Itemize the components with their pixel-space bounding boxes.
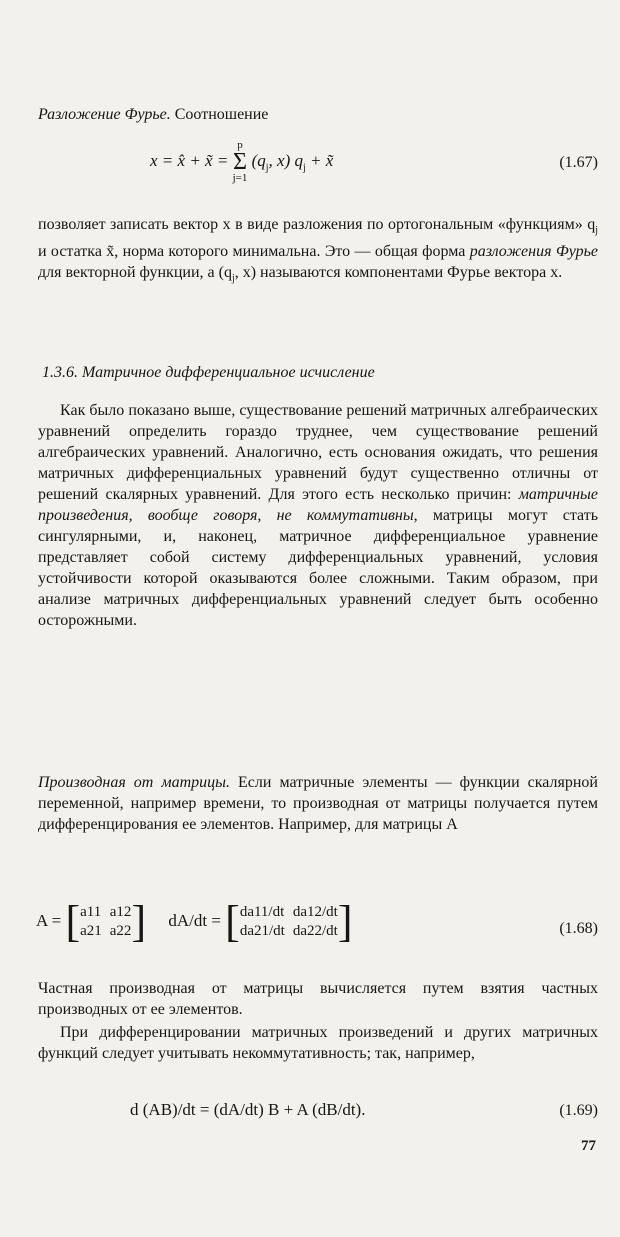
matrix-da bbox=[225, 897, 353, 946]
eq167-tail: + x̃ bbox=[305, 150, 334, 170]
fourier-intro-italic: Разложение Фурье. bbox=[38, 106, 171, 123]
sum-upper-limit: p bbox=[237, 139, 243, 151]
equation-1-67 bbox=[150, 140, 333, 184]
matrix-cell: da22/dt bbox=[292, 923, 338, 939]
matrix-derivative-paragraph bbox=[38, 772, 598, 835]
matrix-cell: da12/dt bbox=[292, 904, 338, 920]
eq167-lhs: x = x̂ + x̃ = bbox=[150, 150, 229, 170]
p2-sub-j: j bbox=[595, 225, 598, 237]
bracket-left-icon: [ bbox=[225, 897, 240, 946]
p4-italic: Производная от матрицы. bbox=[38, 774, 230, 791]
matrix-cell: a21 bbox=[80, 923, 102, 939]
p3-text-b: , матрицы могут стать сингулярными, и, наконец, матричное дифференциальное уравнение представляет собой систему дифференциальных уравнений, условия устойчивости которой оказываются более сложными. Таким образом, при анализе матричных дифференциальных уравнений следует быть особенно осторожными. bbox=[38, 507, 598, 629]
p2-text-d: , x) называются компонентами Фурье вектора x. bbox=[234, 264, 563, 282]
product-derivative-paragraph: При дифференцировании матричных произведений и других матричных функций следует учитывать некоммутативность; так, например, bbox=[38, 1024, 598, 1062]
eq167-body2: , x) q bbox=[268, 150, 303, 170]
p3-italic: матричные произведения, вообще говоря, не коммутативны bbox=[38, 486, 598, 524]
p2-italic: разложения Фурье bbox=[469, 243, 599, 261]
eq167-sub-j1: j bbox=[265, 162, 269, 174]
eq169-number: (1.69) bbox=[559, 1102, 598, 1119]
fourier-paragraph bbox=[38, 214, 598, 289]
bracket-right-icon: ] bbox=[131, 897, 147, 946]
matrix-a bbox=[65, 897, 147, 946]
matrix-cell: da21/dt bbox=[239, 923, 285, 939]
p2-text-c: для векторной функции, а (q bbox=[38, 264, 232, 282]
matrix-cell: a22 bbox=[109, 923, 132, 939]
fourier-intro-rest: Соотношение bbox=[170, 106, 269, 123]
eq167-body: (q bbox=[251, 150, 266, 170]
eq168-lhs-b: dA/dt = bbox=[168, 910, 221, 930]
fourier-intro bbox=[38, 104, 598, 125]
sigma-icon: Σ bbox=[232, 149, 247, 175]
partial-derivative-paragraph: Частная производная от матрицы вычисляется путем взятия частных производных от ее элементов. bbox=[38, 980, 598, 1018]
eq168-lhs-a: A = bbox=[36, 910, 62, 930]
eq167-number: (1.67) bbox=[559, 154, 598, 171]
section-heading: 1.3.6. Матричное дифференциальное исчисление bbox=[42, 364, 375, 381]
sum-lower-limit: j=1 bbox=[232, 172, 248, 184]
matrix-calculus-paragraph bbox=[38, 400, 598, 631]
equation-1-68 bbox=[36, 897, 353, 946]
matrix-cell: a11 bbox=[80, 904, 102, 920]
bracket-left-icon: [ bbox=[65, 897, 81, 946]
matrix-cell: da11/dt bbox=[239, 904, 285, 920]
eq167-sub-j2: j bbox=[303, 162, 306, 174]
sum-symbol bbox=[233, 140, 248, 184]
p4-text: Если матричные элементы — функции скалярной переменной, например времени, то производная от матрицы получается путем дифференцирования ее элементов. Например, для матрицы A bbox=[38, 774, 598, 833]
bracket-right-icon: ] bbox=[337, 897, 353, 946]
matrix-da-cells bbox=[240, 904, 338, 940]
p2-text-a: позволяет записать вектор x в виде разложения по ортогональным «функциям» q bbox=[38, 216, 596, 233]
page-number: 77 bbox=[581, 1138, 596, 1154]
p2-text-b: и остатка x̃, норма которого минимальна. Это — общая форма bbox=[38, 243, 470, 261]
matrix-cell: a12 bbox=[109, 904, 132, 920]
p2-sub-j2: j bbox=[231, 273, 235, 285]
equation-1-69: d (AB)/dt = (dA/dt) B + A (dB/dt). bbox=[130, 1100, 366, 1119]
eq168-number: (1.68) bbox=[559, 920, 598, 937]
p3-text-a: Как было показано выше, существование решений матричных алгебраических уравнений определить гораздо труднее, чем существование решений алгебраических уравнений. Аналогично, есть основания ожидать, что решения матричных дифференциальных уравнений будут существенно отличны от решений скалярных уравнений. Для этого есть несколько причин: bbox=[38, 402, 598, 503]
matrix-a-cells bbox=[80, 904, 131, 940]
